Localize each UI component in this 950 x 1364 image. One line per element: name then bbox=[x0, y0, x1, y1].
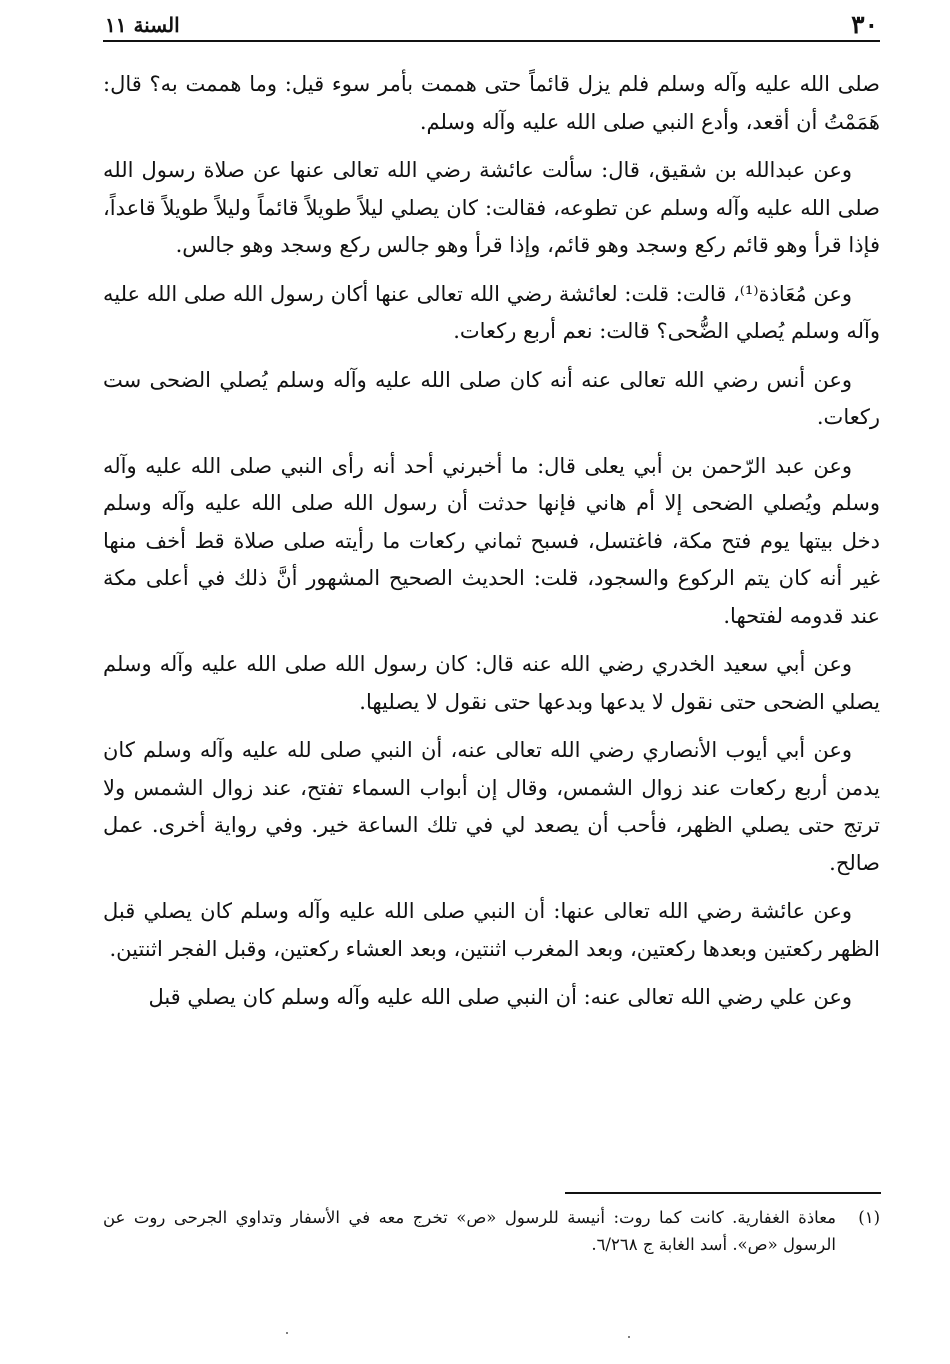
footnote-number: (١) bbox=[858, 1208, 880, 1227]
footnote-divider bbox=[565, 1192, 881, 1194]
paragraph: وعن أنس رضي الله تعالى عنه أنه كان صلى الله عليه وآله وسلم يُصلي الضحى ست ركعات. bbox=[103, 367, 880, 429]
paragraph: وعن علي رضي الله تعالى عنه: أن النبي صلى الله عليه وآله وسلم كان يصلي قبل bbox=[148, 985, 852, 1009]
paragraph: وعن عائشة رضي الله تعالى عنها: أن النبي صلى الله عليه وآله وسلم كان يصلي قبل الظهر ركعتين وبعدها ركعتين، وبعد المغرب اثنتين، وبعد العشاء ركعتين، وقبل الفجر اثنتين. bbox=[103, 899, 880, 961]
body-text bbox=[103, 66, 880, 1028]
paragraph: صلى الله عليه وآله وسلم فلم يزل قائماً حتى هممت بأمر سوء قيل: وما هممت به؟ قال: هَمَمْتُ أن أقعد، وأدع النبي صلى الله عليه وآله وسلم. bbox=[103, 72, 880, 134]
running-head: السنة ١١ bbox=[105, 13, 180, 37]
footnote-text: معاذة الغفارية. كانت كما روت: أنيسة للرسول «ص» تخرج معه في الأسفار وتداوي الجرحى روت عن الرسول «ص». أسد الغابة ج ٦/٢٦٨. bbox=[103, 1208, 836, 1254]
page-number: ٣٠ bbox=[851, 10, 878, 39]
page-header bbox=[103, 10, 880, 42]
paragraph: وعن عبد الرّحمن بن أبي يعلى قال: ما أخبرني أحد أنه رأى النبي صلى الله عليه وآله وسلم ويُصلي الضحى إلا أم هاني فإنها حدثت أن رسول الله صلى الله عليه وآله وسلم دخل بيتها يوم فتح مكة، فاغتسل، فسبح ثماني ركعات ما رأيته صلى صلاة قط أخف منها غير أنه كان يتم الركوع والسجود، قلت: الحديث الصحيح المشهور أنَّ ذلك في أعلى مكة عند قدومه لفتحها. bbox=[103, 453, 880, 628]
paragraph: وعن مُعَاذة⁽¹⁾، قالت: قلت: لعائشة رضي الله تعالى عنها أكان رسول الله صلى الله عليه وآله وسلم يُصلي الضُّحى؟ قالت: نعم أربع ركعات. bbox=[103, 281, 880, 343]
scan-speck bbox=[286, 1332, 288, 1334]
paragraph: وعن أبي أيوب الأنصاري رضي الله تعالى عنه، أن النبي صلى لله عليه وآله وسلم كان يدمن أربع ركعات عند زوال الشمس، وقال إن أبواب السماء تفتح، عند زوال الشمس ولا ترتج حتى يصلي الظهر، فأحب أن يصعد لي في تلك الساعة خير. وفي رواية أخرى. عمل صالح. bbox=[103, 738, 880, 875]
paragraph: وعن عبدالله بن شقيق، قال: سألت عائشة رضي الله تعالى عنها عن صلاة رسول الله صلى الله عليه وآله وسلم عن تطوعه، فقالت: كان يصلي ليلاً طويلاً قائماً وليلاً طويلاً قاعداً، فإذا قرأ وهو قائم ركع وسجد وهو قائم، وإذا قرأ وهو جالس ركع وسجد وهو جالس. bbox=[103, 158, 880, 257]
scan-speck bbox=[628, 1336, 630, 1338]
footnote bbox=[103, 1204, 880, 1258]
paragraph: وعن أبي سعيد الخدري رضي الله عنه قال: كان رسول الله صلى الله عليه وآله وسلم يصلي الضحى حتى نقول لا يدعها وبدعها حتى نقول لا يصليها. bbox=[103, 652, 880, 714]
